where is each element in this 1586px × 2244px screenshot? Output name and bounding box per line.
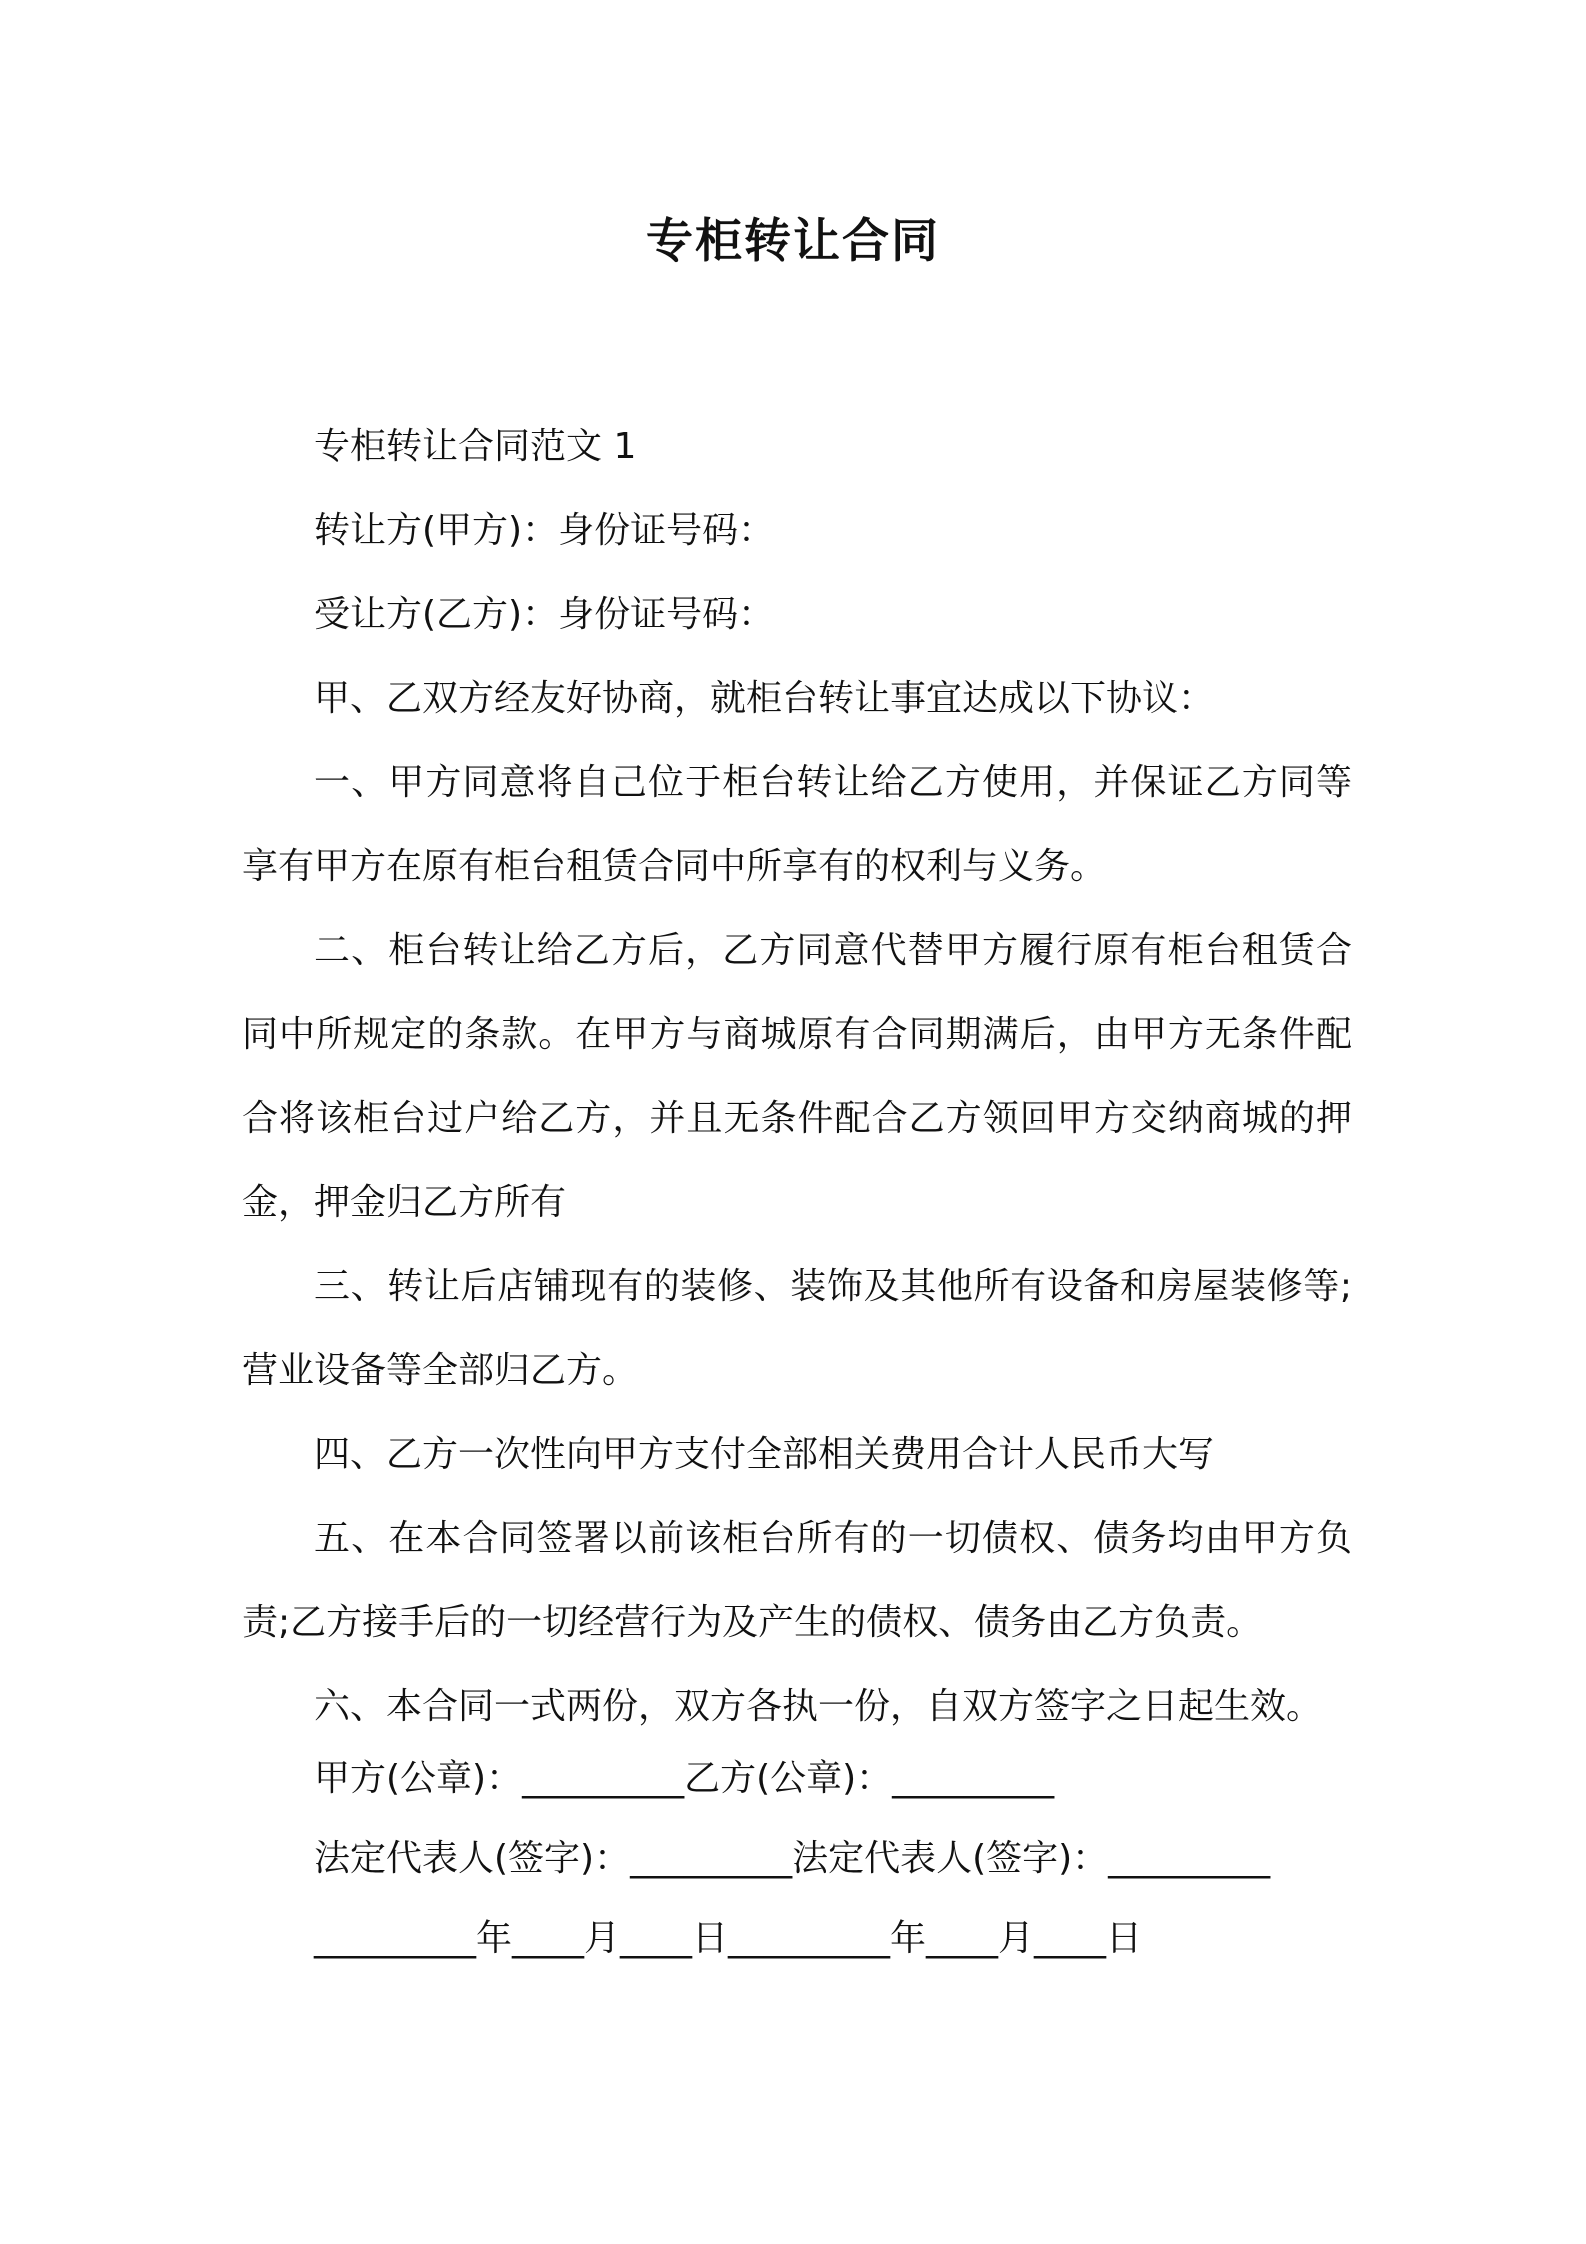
clause-5: 五、在本合同签署以前该柜台所有的一切债权、债务均由甲方负责;乙方接手后的一切经营行为及产生的债权、债务由乙方负责。 xyxy=(242,1518,1352,1643)
paragraph-agreement-intro: 甲、乙双方经友好协商，就柜台转让事宜达成以下协议： xyxy=(314,678,1215,719)
clause-6: 六、本合同一式两份，双方各执一份，自双方签字之日起生效。 xyxy=(314,1686,1323,1727)
clause-2: 二、柜台转让给乙方后，乙方同意代替甲方履行原有柜台租赁合同中所规定的条款。在甲方与商城原有合同期满后，由甲方无条件配合将该柜台过户给乙方，并且无条件配合乙方领回甲方交纳商城的押金，押金归乙方所有 xyxy=(242,930,1352,1223)
paragraph-transferee: 受让方(乙方)：身份证号码： xyxy=(314,594,775,635)
paragraph-transferor: 转让方(甲方)：身份证号码： xyxy=(314,510,775,551)
document-title: 专柜转让合同 xyxy=(646,214,940,269)
signature-seal-line: 甲方(公章)：_________乙方(公章)：_________ xyxy=(314,1758,1055,1799)
document-body xyxy=(242,405,1352,1749)
signature-date-line: _________年____月____日_________年____月____日 xyxy=(314,1918,1142,1959)
signature-representative-line: 法定代表人(签字)：_________法定代表人(签字)：_________ xyxy=(314,1838,1271,1879)
clause-3: 三、转让后店铺现有的装修、装饰及其他所有设备和房屋装修等;营业设备等全部归乙方。 xyxy=(242,1266,1352,1391)
clause-4: 四、乙方一次性向甲方支付全部相关费用合计人民币大写 xyxy=(314,1434,1215,1475)
paragraph-heading: 专柜转让合同范文 1 xyxy=(314,426,637,467)
clause-1: 一、甲方同意将自己位于柜台转让给乙方使用，并保证乙方同等享有甲方在原有柜台租赁合同中所享有的权利与义务。 xyxy=(242,762,1352,887)
